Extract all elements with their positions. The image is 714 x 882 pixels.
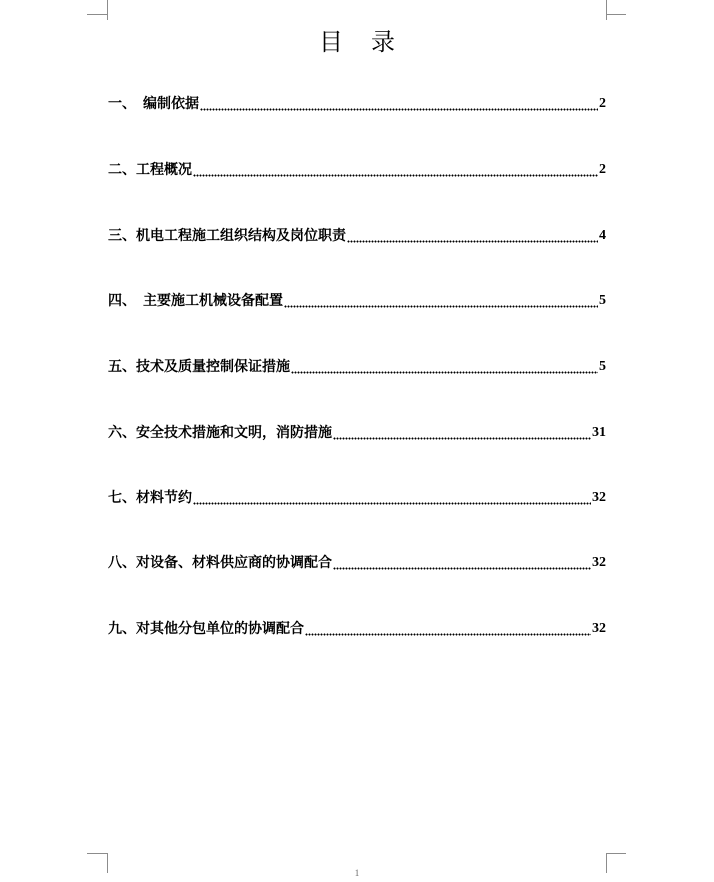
crop-mark-top-right-horizontal: [606, 14, 626, 15]
toc-entry[interactable]: [108, 484, 606, 508]
toc-entry[interactable]: [108, 615, 606, 639]
crop-mark-top-left-horizontal: [87, 14, 107, 15]
toc-entry-page: 31: [592, 425, 606, 440]
toc-entry-label: 三、机电工程施工组织结构及岗位职责: [108, 228, 346, 244]
toc-leader-dots: [284, 294, 598, 308]
toc-entry[interactable]: [108, 419, 606, 443]
toc-entry-label: 五、技术及质量控制保证措施: [108, 359, 290, 375]
toc-leader-dots: [305, 622, 591, 636]
toc-entry-label: 二、工程概况: [108, 162, 192, 178]
toc-entry[interactable]: [108, 222, 606, 246]
toc-entry-page: 32: [592, 490, 606, 505]
footer-page-number: 1: [354, 868, 360, 878]
toc-entry-page: 5: [599, 359, 606, 374]
toc-entry-label: 四、 主要施工机械设备配置: [108, 293, 283, 309]
toc-entry-label: 八、对设备、材料供应商的协调配合: [108, 555, 332, 571]
toc-entry-label: 六、安全技术措施和文明，消防措施: [108, 425, 332, 441]
toc-title: [0, 26, 714, 58]
toc-entry-page: 2: [599, 162, 606, 177]
toc-entry[interactable]: [108, 287, 606, 311]
toc-entry[interactable]: [108, 353, 606, 377]
toc-leader-dots: [193, 163, 598, 177]
toc-leader-dots: [333, 556, 591, 570]
toc-entry-page: 32: [592, 621, 606, 636]
toc-leader-dots: [291, 360, 598, 374]
toc-entry-page: 32: [592, 555, 606, 570]
toc-title-char: 录: [371, 28, 395, 56]
toc-entry-label: 七、材料节约: [108, 490, 192, 506]
toc-leader-dots: [200, 97, 598, 111]
toc-entry-page: 5: [599, 293, 606, 308]
toc-entry-page: 4: [599, 228, 606, 243]
crop-mark-top-left-vertical: [107, 0, 108, 20]
toc-entry[interactable]: [108, 90, 606, 114]
crop-mark-bottom-left-horizontal: [87, 853, 107, 854]
toc-leader-dots: [347, 229, 598, 243]
toc-title-char: 目: [319, 28, 343, 56]
toc-entry-label: 九、对其他分包单位的协调配合: [108, 621, 304, 637]
toc-entry[interactable]: [108, 156, 606, 180]
toc-entry[interactable]: [108, 549, 606, 573]
crop-mark-top-right-vertical: [606, 0, 607, 20]
toc-leader-dots: [333, 426, 591, 440]
toc-entry-page: 2: [599, 96, 606, 111]
toc-leader-dots: [193, 491, 591, 505]
crop-mark-bottom-right-horizontal: [606, 853, 626, 854]
toc-entry-label: 一、 编制依据: [108, 96, 199, 112]
